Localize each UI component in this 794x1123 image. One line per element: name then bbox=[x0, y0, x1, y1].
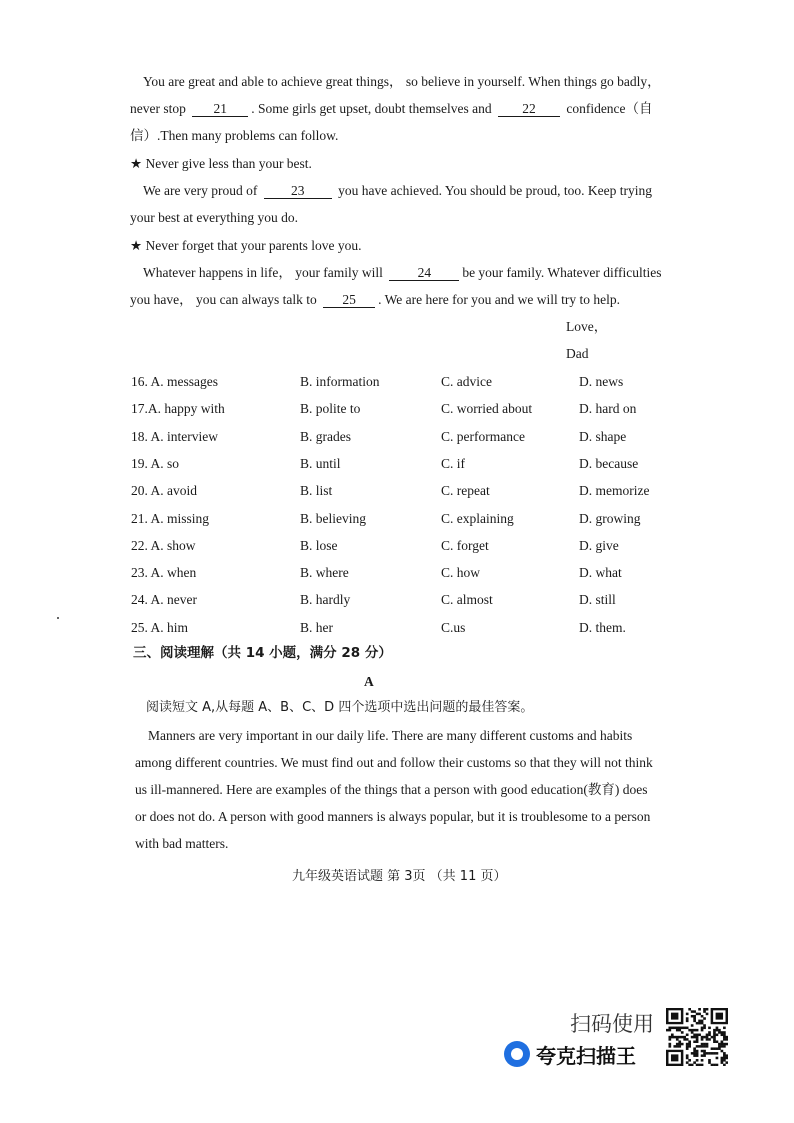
option-d: D. still bbox=[579, 592, 616, 608]
blank-25: 25 bbox=[323, 292, 375, 308]
star-tip-text: ★ Never give less than your best. bbox=[130, 156, 312, 171]
option-a: 23. A. when bbox=[131, 565, 197, 581]
option-d: D. because bbox=[579, 455, 639, 471]
option-a: 21. A. missing bbox=[131, 510, 210, 526]
passage-line bbox=[143, 182, 652, 200]
option-b: B. hardly bbox=[300, 592, 351, 608]
option-c: C. almost bbox=[441, 592, 493, 608]
reading-line: or does not do. A person with good manners is always popular, but it is troublesome to a person bbox=[135, 809, 651, 824]
passage-text: We are very proud of bbox=[143, 183, 258, 198]
scan-to-use-text: 扫码使用 bbox=[570, 1012, 654, 1036]
option-a: 25. A. him bbox=[131, 619, 189, 635]
tip-heading bbox=[130, 237, 362, 255]
option-d: D. news bbox=[579, 374, 624, 389]
passage-line bbox=[143, 264, 662, 282]
option-c: C. forget bbox=[441, 537, 489, 553]
blank-23: 23 bbox=[264, 183, 332, 199]
option-a: 24. A. never bbox=[131, 592, 197, 608]
option-b: B. her bbox=[300, 619, 333, 635]
passage-text: your best at everything you do. bbox=[130, 210, 298, 225]
passage-text: 信）.Then many problems can follow. bbox=[130, 128, 339, 143]
reading-line: among different countries. We must find out and follow their customs so that they will not think bbox=[135, 755, 653, 770]
option-b: B. list bbox=[300, 483, 333, 499]
passage-text: Whatever happens in life， your family will bbox=[143, 265, 383, 280]
passage-line bbox=[143, 73, 661, 91]
section-heading: 三、阅读理解（共 14 小题，满分 28 分） bbox=[133, 645, 392, 661]
passage-line bbox=[130, 127, 338, 145]
option-c: C. worried about bbox=[441, 401, 533, 417]
option-c: C. performance bbox=[441, 428, 525, 444]
option-c: C. how bbox=[441, 565, 481, 581]
passage-line bbox=[130, 100, 653, 118]
option-c: C. repeat bbox=[441, 483, 490, 499]
passage-text: you have， you can always talk to bbox=[130, 292, 317, 307]
option-b: B. lose bbox=[300, 537, 338, 553]
passage-text: you have achieved. You should be proud, too. Keep trying bbox=[338, 183, 652, 198]
page-footer: 九年级英语试题 第 3页 （共 11 页） bbox=[292, 869, 507, 884]
star-tip-text: ★ Never forget that your parents love you. bbox=[130, 238, 362, 253]
option-d: D. give bbox=[579, 537, 619, 553]
option-a: 17.A. happy with bbox=[131, 401, 225, 417]
option-a: 18. A. interview bbox=[131, 428, 218, 444]
option-c: C. advice bbox=[441, 374, 492, 389]
passage-text: never stop bbox=[130, 101, 186, 116]
reading-line: with bad matters. bbox=[135, 836, 229, 851]
blank-22: 22 bbox=[498, 101, 560, 117]
option-c: C.us bbox=[441, 619, 466, 635]
option-a: 19. A. so bbox=[131, 455, 180, 471]
passage-text: . Some girls get upset, doubt themselves and bbox=[251, 101, 492, 116]
qr-code-icon[interactable] bbox=[666, 1008, 728, 1066]
option-d: D. growing bbox=[579, 510, 641, 526]
option-d: D. shape bbox=[579, 428, 627, 444]
section-instruction: 阅读短文 A,从每题 A、B、C、D 四个选项中选出问题的最佳答案。 bbox=[146, 700, 534, 715]
letter-closing: Love， bbox=[566, 319, 608, 334]
scan-speck bbox=[57, 617, 59, 619]
passage-text: . We are here for you and we will try to help. bbox=[378, 292, 621, 307]
passage-line bbox=[130, 291, 620, 309]
option-d: D. them. bbox=[579, 619, 626, 635]
option-c: C. if bbox=[441, 455, 466, 471]
option-b: B. grades bbox=[300, 428, 351, 444]
option-c: C. explaining bbox=[441, 510, 514, 526]
quark-logo-icon bbox=[504, 1041, 530, 1067]
option-d: D. hard on bbox=[579, 401, 637, 417]
passage-text: be your family. Whatever difficulties bbox=[462, 265, 662, 280]
option-b: B. polite to bbox=[300, 401, 361, 417]
tip-heading bbox=[130, 155, 312, 173]
passage-text: You are great and able to achieve great things， so believe in yourself. When things go badly， bbox=[143, 74, 661, 89]
letter-signature: Dad bbox=[566, 346, 589, 361]
blank-24: 24 bbox=[389, 265, 459, 281]
option-a: 20. A. avoid bbox=[131, 483, 197, 499]
reading-line: Manners are very important in our daily life. There are many different customs and habits bbox=[148, 728, 633, 743]
option-d: D. memorize bbox=[579, 483, 650, 499]
passage-text: confidence（自 bbox=[566, 101, 653, 116]
reading-line: us ill-mannered. Here are examples of the things that a person with good education(教育) does bbox=[135, 782, 648, 797]
option-b: B. believing bbox=[300, 510, 366, 526]
option-b: B. where bbox=[300, 565, 349, 581]
option-a: 16. A. messages bbox=[131, 374, 218, 389]
section-part-label: A bbox=[364, 674, 374, 689]
option-a: 22. A. show bbox=[131, 537, 196, 553]
option-d: D. what bbox=[579, 565, 622, 581]
brand-name: 夸克扫描王 bbox=[536, 1044, 636, 1068]
blank-21: 21 bbox=[192, 101, 248, 117]
option-b: B. until bbox=[300, 455, 341, 471]
option-b: B. information bbox=[300, 374, 380, 389]
passage-line bbox=[130, 209, 298, 227]
